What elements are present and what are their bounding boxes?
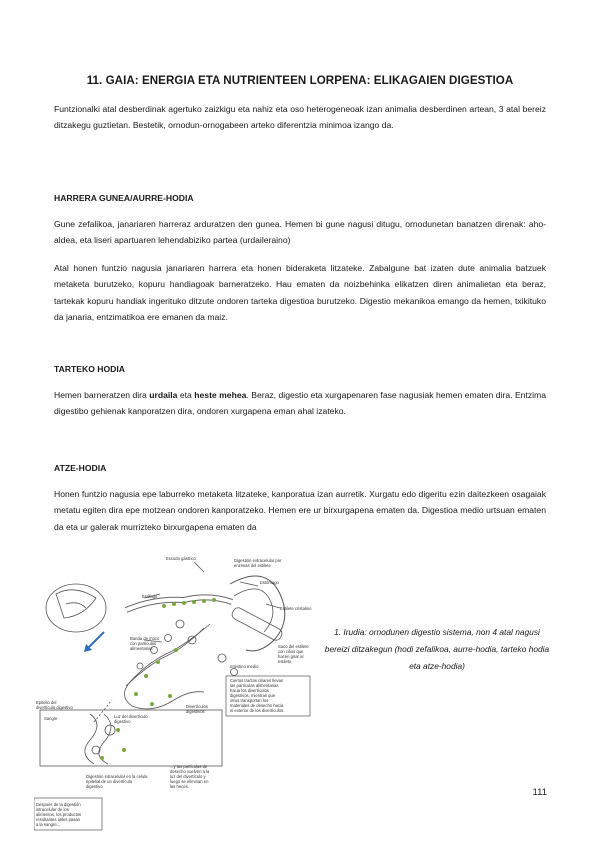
label-saco-estilete-1: Saco del estilete	[278, 644, 309, 649]
label-saco-estilete-2: con cilios que	[278, 649, 304, 654]
digestive-system-figure	[34, 554, 319, 832]
tarteko-paragraph	[54, 387, 546, 420]
label-tractos-6: materiales de desecho hacia	[230, 703, 284, 708]
tarteko-text-start: Hemen barneratzen dira	[54, 390, 150, 400]
label-digestion-intracelular-2: epitelial de un divertículo	[86, 779, 133, 784]
label-despues-3: alimentos, los productos	[36, 812, 82, 817]
page-number: 111	[532, 787, 547, 798]
stomach	[230, 576, 285, 651]
label-desecho-4: luego se eliminan en	[170, 779, 209, 784]
label-digestion-intracelular-1: Digestión intracelular en la célula	[86, 774, 148, 779]
label-intestino-medio: Intestino medio	[230, 664, 259, 669]
label-despues-2: intracelular de los	[36, 807, 69, 812]
label-digestion-extracelular-1: Digestión extracelular por	[234, 558, 282, 563]
label-tractos-5: otros transportan los	[230, 698, 269, 703]
label-digestion-intracelular-3: digestivo	[86, 784, 103, 789]
label-tractos-1: Ciertos tractos ciliares llevan	[230, 678, 284, 683]
label-luz-diverticulo-2: digestivo	[114, 719, 131, 724]
label-luz-diverticulo-1: Luz del divertículo	[114, 714, 148, 719]
tarteko-text-mid: eta	[177, 390, 195, 400]
digestive-diagram	[34, 554, 319, 832]
tarteko-text-end: . Beraz, digestio eta xurgapenaren fase nagusiak hemen ematen dira. Entzima digestibo gehienak kanporatzen dira, ondoren xurgapena eman ahal izateko.	[54, 390, 546, 417]
label-tractos-7: el exterior de los divertículos.	[230, 708, 285, 713]
label-desecho-5: las heces.	[170, 784, 189, 789]
label-despues-4: resultantes útiles pasan	[36, 817, 80, 822]
harrera-paragraph-1: Gune zefalikoa, janariaren harreraz arduratzen den gunea. Hemen bi gune nagusi ditugu, ornodunetan banatzen direnak: aho-aldea, eta liseri apartuaren lehendabiziko partea (urdaileraino)	[54, 219, 546, 246]
label-despues-5: a la sangre...	[36, 822, 61, 827]
page-title: 11. GAIA: ENERGIA ETA NUTRIENTEEN LORPENA: ELIKAGAIEN DIGESTIOA	[86, 74, 514, 87]
label-saco-estilete-3: hacen girar al	[278, 654, 304, 659]
label-estomago: Estómago	[260, 580, 279, 585]
label-saco-estilete-4: estilete	[278, 659, 292, 664]
harrera-paragraph-2: Atal honen funtzio nagusia janariaren harrera eta honen bideraketa litzateke. Zabalgune bat izaten dute animalia batzuek metaketa burutzeko, kopuru handiagoak barneratzeko. Hau ematen da noizbehinka elikatzen diren animalietan eta beraz, tartekak kopuru handiak ingerituko ditzute ondoren tarteka digestioa burutzeko. Digestio mekanikoa emango da hemen, txikituko da janaria, entzimatikoa ere emanen da maiz.	[54, 263, 546, 323]
figure-caption: 1. Irudia: ornodunen digestio sistema, non 4 atal nagusi bereizi ditzakegun (hodi zefalikoa, aurre-hodia, tarteko hodia eta atze-hodia)	[324, 627, 550, 671]
label-tractos-2: las partículas alimentarias	[230, 683, 279, 688]
label-desecho-3: luz del divertículo y	[170, 774, 206, 779]
label-banda-moco-1: Banda de moco	[130, 636, 160, 641]
label-banda-moco-3: alimentarias	[130, 646, 153, 651]
tarteko-bold-heste-mehea: heste mehea	[194, 390, 247, 400]
label-tractos-4: digestivos, mientras que	[230, 693, 276, 698]
label-diverticulos-2: digestivos	[186, 709, 205, 714]
label-banda-moco-2: con partículas	[130, 641, 157, 646]
label-epitelio-1: Epitelio del	[36, 700, 57, 705]
label-sangre: Sangre	[44, 716, 58, 721]
label-esofago: Esófago	[142, 594, 158, 599]
label-desecho-1: ...y las partículas de	[170, 764, 208, 769]
mollusc-inner	[56, 590, 96, 618]
label-epitelio-2: divertículo digestivo	[36, 705, 73, 710]
label-diverticulos-1: Divertículos	[186, 704, 208, 709]
label-escudo-gastrico: Escudo gástrico	[166, 556, 196, 561]
section-heading-atze: ATZE-HODIA	[54, 463, 107, 473]
label-digestion-extracelular-2: enzimas del estilete	[234, 563, 271, 568]
crystalline-style	[230, 606, 283, 642]
label-tractos-3: hacia los divertículos	[230, 688, 269, 693]
mollusc-outline	[46, 584, 106, 632]
section-heading-harrera: HARRERA GUNEA/AURRE-HODIA	[54, 193, 194, 203]
label-despues-1: Después de la digestión	[36, 802, 81, 807]
intro-paragraph: Funtzionalki atal desberdinak agertuko zaizkigu eta nahiz eta oso heterogeneoak izan animalia desberdinen artean, 3 atal bereiz ditzakegu guztietan. Bestetik, ornodun-ornogabeen arteko diferentzia minimoa izango da.	[54, 104, 546, 131]
label-desecho-2: desecho vuelven a la	[170, 769, 210, 774]
tarteko-bold-urdaila: urdaila	[149, 390, 178, 400]
section-heading-tarteko: TARTEKO HODIA	[54, 364, 125, 374]
label-estilete-cristalino: Estilete cristalino	[280, 606, 312, 611]
atze-paragraph: Honen funtzio nagusia epe laburreko metaketa litzateke, kanporatua izan aurretik. Xurgatu edo digeritu ezin daitezkeen osagaiak metatu egiten dira epe motzean ondoren kanporatzeko. Hemen ere ur birxurgapena ematen da. Digestioa medio urtsuan ematen da eta ur galerak murrizteko birxurgapena ematen da	[54, 489, 546, 532]
